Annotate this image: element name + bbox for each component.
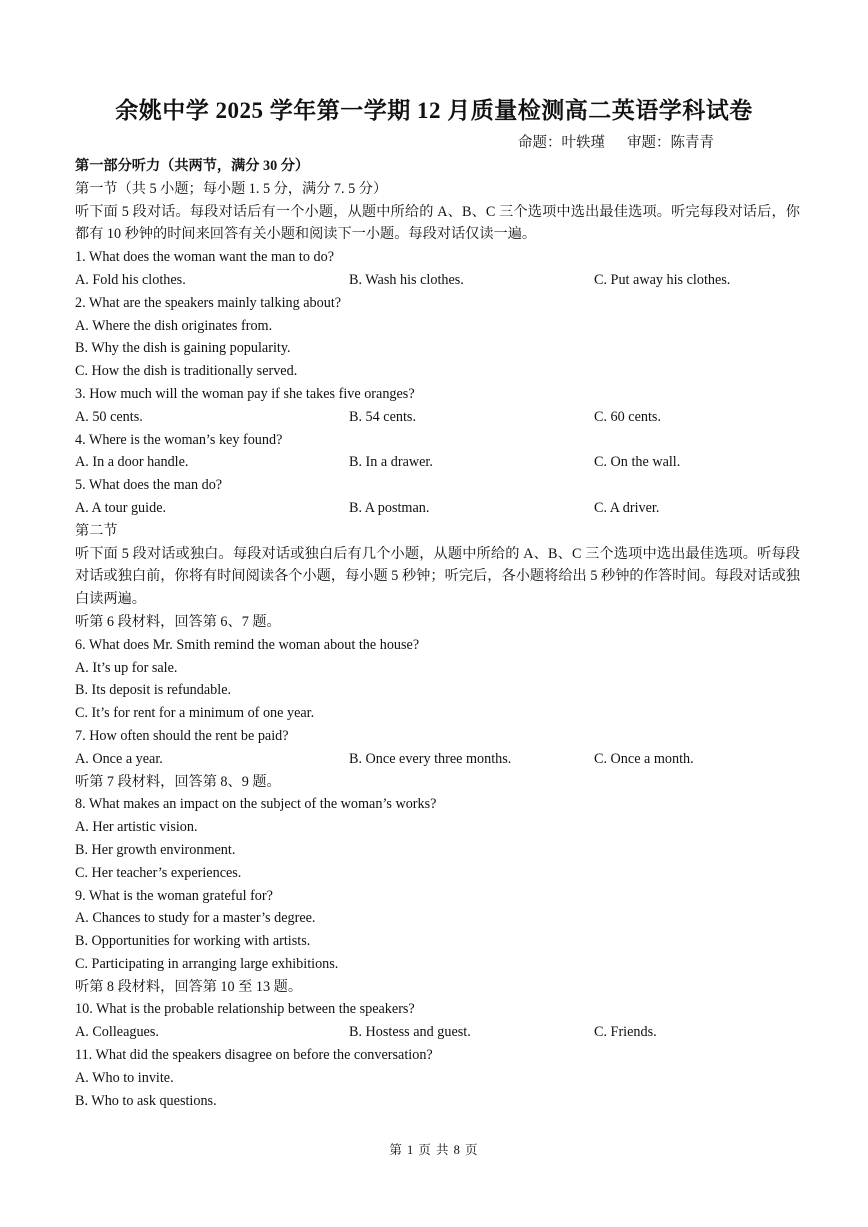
option-a: A. Colleagues. <box>75 1024 159 1041</box>
option-b: B. Its deposit is refundable. <box>75 682 232 699</box>
options-row <box>75 748 800 771</box>
question: 11. What did the speakers disagree on before the conversation? <box>75 1047 433 1064</box>
option-c: C. On the wall. <box>594 454 681 471</box>
option-a: A. A tour guide. <box>75 499 167 516</box>
option-c: C. How the dish is traditionally served. <box>75 363 298 380</box>
option-a: A. Where the dish originates from. <box>75 317 273 334</box>
option-a: A. 50 cents. <box>75 408 143 425</box>
option-b: B. Once every three months. <box>349 750 512 767</box>
options-row <box>75 1021 800 1044</box>
option-c: C. 60 cents. <box>594 408 661 425</box>
reviewer-label: 审题：陈青青 <box>627 135 714 151</box>
material-note: 听第 6 段材料，回答第 6、7 题。 <box>75 613 281 630</box>
part-heading: 第一部分听力（共两节，满分 30 分） <box>75 158 310 174</box>
options-row <box>75 269 800 292</box>
section-heading: 第二节 <box>75 522 118 539</box>
option-a: A. Fold his clothes. <box>75 271 186 288</box>
option-a: A. In a door handle. <box>75 454 189 471</box>
option-b: B. 54 cents. <box>349 408 416 425</box>
option-a: A. Her artistic vision. <box>75 819 198 836</box>
section-instructions: 听下面 5 段对话。每段对话后有一个小题，从题中所给的 A、B、C 三个选项中选出最佳选项。听完每段对话后，你都有 10 秒钟的时间来回答有关小题和阅读下一小题。每段对话仅读一遍。 <box>75 203 800 243</box>
options-row <box>75 406 800 429</box>
question: 1. What does the woman want the man to do? <box>75 249 334 266</box>
options-row <box>75 451 800 474</box>
option-b: B. Her growth environment. <box>75 841 236 858</box>
question: 10. What is the probable relationship between the speakers? <box>75 1001 415 1018</box>
option-c: C. Friends. <box>594 1024 657 1041</box>
option-b: B. In a drawer. <box>349 454 433 471</box>
option-a: A. Chances to study for a master’s degree. <box>75 910 316 927</box>
exam-content <box>75 155 800 1112</box>
option-b: B. Why the dish is gaining popularity. <box>75 340 291 357</box>
question: 3. How much will the woman pay if she takes five oranges? <box>75 385 415 402</box>
question: 9. What is the woman grateful for? <box>75 887 273 904</box>
option-b: B. A postman. <box>349 499 430 516</box>
option-c: C. It’s for rent for a minimum of one year. <box>75 705 315 722</box>
options-row <box>75 497 800 520</box>
option-b: B. Opportunities for working with artists. <box>75 933 311 950</box>
option-c: C. Put away his clothes. <box>594 271 731 288</box>
question: 4. Where is the woman’s key found? <box>75 431 283 448</box>
material-note: 听第 8 段材料，回答第 10 至 13 题。 <box>75 978 303 995</box>
question: 2. What are the speakers mainly talking about? <box>75 294 342 311</box>
option-b: B. Who to ask questions. <box>75 1092 217 1109</box>
page-number: 第 1 页 共 8 页 <box>389 1143 479 1157</box>
question: 8. What makes an impact on the subject of the woman’s works? <box>75 796 437 813</box>
question: 7. How often should the rent be paid? <box>75 727 289 744</box>
option-a: A. It’s up for sale. <box>75 659 178 676</box>
exam-title: 余姚中学 2025 学年第一学期 12 月质量检测高二英语学科试卷 <box>115 98 753 123</box>
option-a: A. Once a year. <box>75 750 163 767</box>
section-instructions: 听下面 5 段对话或独白。每段对话或独白后有几个小题，从题中所给的 A、B、C 三个选项中选出最佳选项。听每段对话或独白前，你将有时间阅读各个小题，每小题 5 秒钟；听完后，各小题将给出 5 秒钟的作答时间。每段对话或独白读两遍。 <box>75 545 800 608</box>
setter-label: 命题：叶轶瑾 <box>518 135 605 151</box>
material-note: 听第 7 段材料，回答第 8、9 题。 <box>75 773 281 790</box>
section-heading: 第一节（共 5 小题；每小题 1. 5 分，满分 7. 5 分） <box>75 180 388 197</box>
option-b: B. Wash his clothes. <box>349 271 464 288</box>
option-c: C. Her teacher’s experiences. <box>75 864 242 881</box>
option-b: B. Hostess and guest. <box>349 1024 471 1041</box>
option-a: A. Who to invite. <box>75 1069 174 1086</box>
option-c: C. A driver. <box>594 499 660 516</box>
author-line <box>518 131 714 152</box>
question: 6. What does Mr. Smith remind the woman about the house? <box>75 636 420 653</box>
question: 5. What does the man do? <box>75 477 223 494</box>
option-c: C. Once a month. <box>594 750 694 767</box>
option-c: C. Participating in arranging large exhibitions. <box>75 955 339 972</box>
